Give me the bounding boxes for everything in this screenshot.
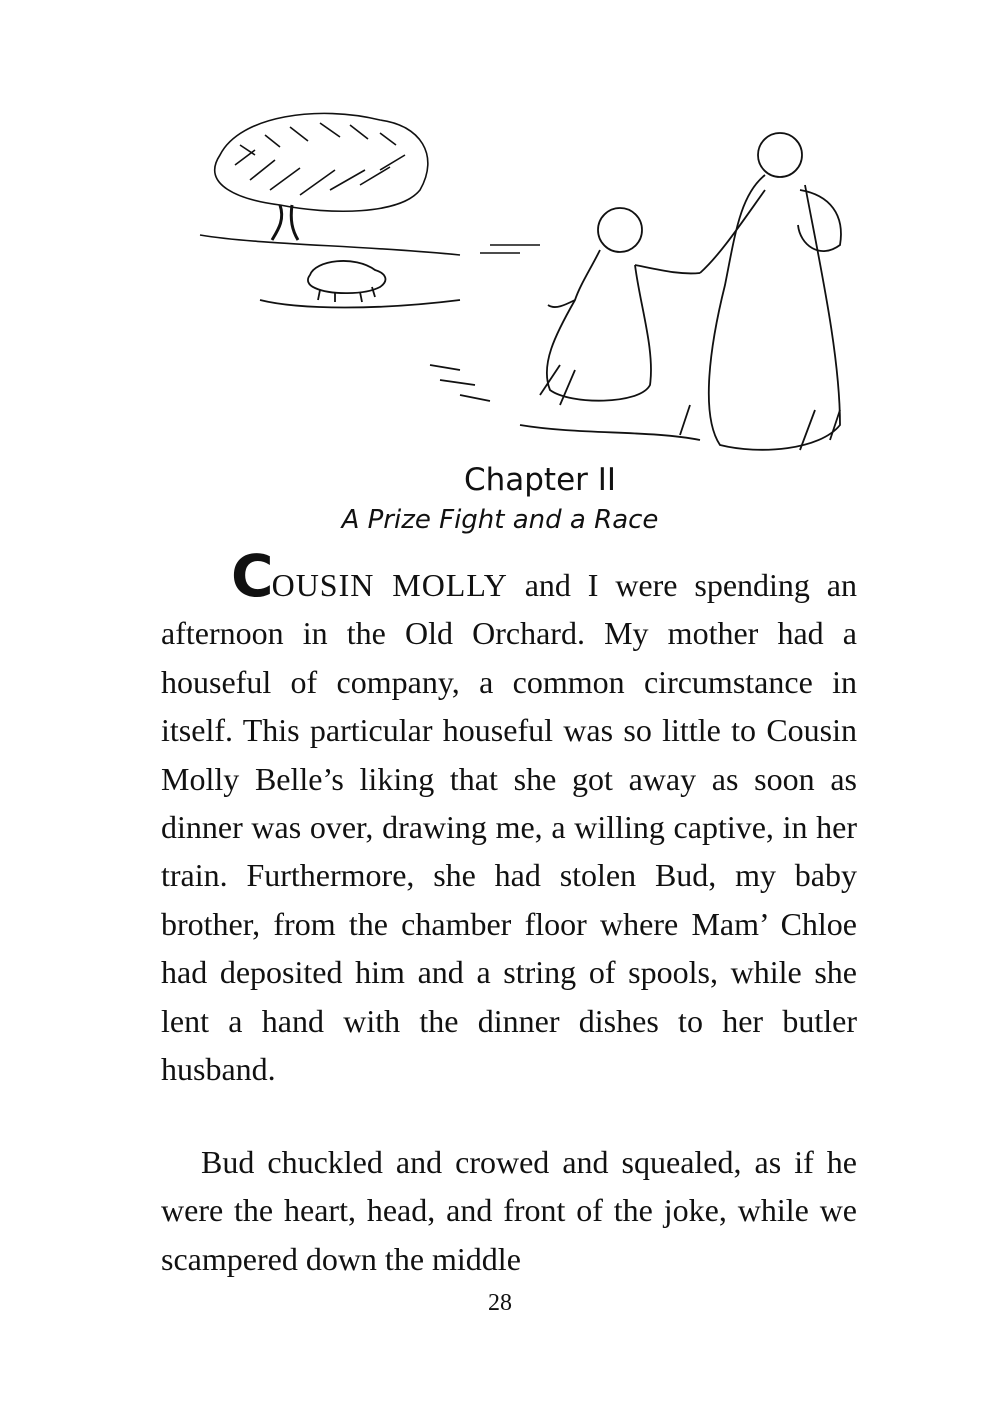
- pig-drawing: [260, 261, 460, 308]
- page-number: 28: [488, 1290, 512, 1316]
- drop-cap: C: [231, 542, 272, 610]
- tree-drawing: [200, 113, 540, 255]
- girls-running-drawing: [430, 133, 841, 450]
- chapter-illustration: [180, 95, 860, 475]
- chapter-title: A Prize Fight and a Race: [341, 505, 659, 535]
- chapter-number: Chapter II: [463, 462, 617, 498]
- paragraph-1-text: and I were spending an afternoon in the Old Orchard. My mother had a houseful of company, a common circumstance in itself. This particular houseful was so little to Cousin Molly Belle’s liking that she got away as soon as dinner was over, drawing me, a willing captive, in her train. Furthermore, she had stolen Bud, my baby brother, from the chamber floor where Mam’ Chloe had deposited him and a string of spools, while she lent a hand with the dinner dishes to her butler husband.: [161, 567, 858, 1088]
- opening-smallcaps: OUSIN MOLLY: [271, 567, 508, 603]
- paragraph-2: Bud chuckled and crowed and squealed, as if he were the heart, head, and front of the joke, while we scampered down the middle: [161, 1144, 857, 1277]
- paragraph-1: [161, 542, 858, 1093]
